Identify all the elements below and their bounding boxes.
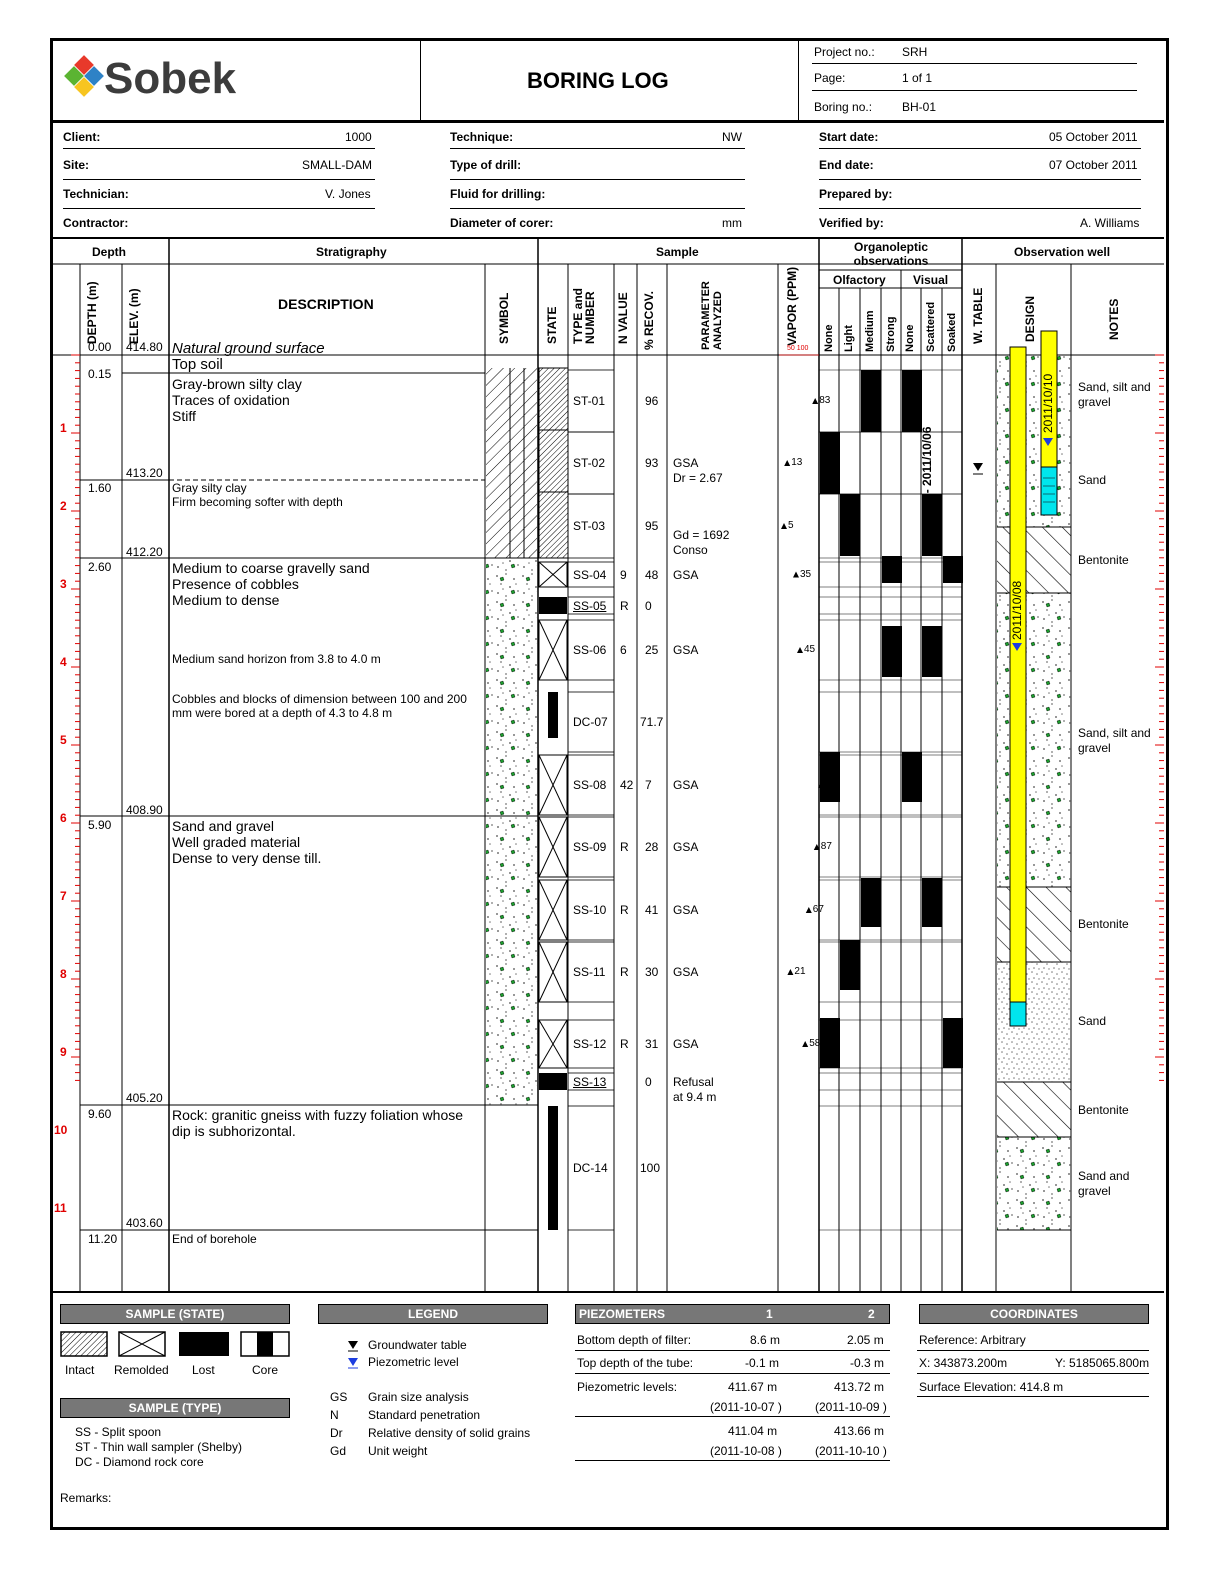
sample-number: SS-10 [573, 903, 607, 917]
end-value: 07 October 2011 [1049, 158, 1138, 172]
sample-recov: 31 [645, 1037, 659, 1051]
strata-elev: 412.20 [126, 545, 163, 559]
page-title: BORING LOG [527, 68, 669, 93]
organoleptic-mark [840, 940, 860, 990]
strata-elev: 413.20 [126, 466, 163, 480]
sample-recov: 96 [645, 394, 659, 408]
sample-recov: 28 [645, 840, 659, 854]
organoleptic-mark [943, 1018, 963, 1068]
sample-state-title: SAMPLE (STATE) [60, 1304, 290, 1324]
sample-state-remolded [539, 620, 567, 680]
strat-group-header: Stratigraphy [316, 245, 387, 259]
strata-description: Top soil [172, 356, 223, 373]
piezo-date-2: 2011/10/10 [1041, 373, 1055, 433]
vapor-marker [806, 907, 812, 913]
organoleptic-mark [820, 752, 840, 802]
sample-number: DC-14 [573, 1161, 608, 1175]
sample-number: SS-04 [573, 567, 607, 582]
sample-number: SS-11 [573, 965, 606, 979]
vapor-marker [784, 460, 790, 466]
coord-x: X: 343873.200m [919, 1356, 1008, 1370]
depth-mark: 1 [60, 421, 67, 435]
prepared-label: Prepared by: [819, 187, 893, 201]
state-lost: Lost [192, 1363, 215, 1377]
strata-description: Presence of cobbles [172, 576, 299, 592]
strata-depth: 1.60 [88, 481, 112, 495]
sample-state-remolded [539, 755, 567, 815]
sample-recov: 25 [645, 643, 659, 657]
sample-parameter: GSA [673, 903, 699, 917]
sample-parameter: GSA [673, 840, 699, 854]
vapor-value: 98 [825, 779, 837, 790]
sample-parameter: GSA [673, 456, 699, 470]
vapor-marker [787, 969, 793, 975]
piezo-lvl2a: 413.72 m [834, 1380, 885, 1394]
type-ss: SS - Split spoon [75, 1425, 162, 1439]
sample-parameter: Gd = 1692 [673, 528, 730, 542]
coord-reference: Reference: Arbitrary [919, 1333, 1026, 1347]
recov-header: % RECOV. [642, 291, 656, 350]
depth-mark: 9 [60, 1045, 67, 1059]
legend-abbr-text: Unit weight [368, 1444, 428, 1458]
olf-strong-header: Strong [885, 316, 897, 352]
legend-abbr-code: GS [330, 1390, 348, 1404]
sample-parameter: GSA [673, 567, 699, 582]
strata-description: Traces of oxidation [172, 392, 290, 408]
vapor-value: 5 [788, 520, 794, 531]
vapor-marker [802, 1041, 808, 1047]
description-header: DESCRIPTION [278, 296, 374, 312]
project-value: SRH [902, 45, 928, 59]
legend-abbr-code: N [330, 1408, 339, 1422]
strata-description: dip is subhorizontal. [172, 1123, 296, 1139]
sample-recov: 0 [645, 1074, 652, 1089]
sample-number: ST-02 [573, 456, 606, 470]
depth-mark: 5 [60, 733, 67, 747]
sample-state-core [548, 1106, 558, 1230]
sample-type-title: SAMPLE (TYPE) [60, 1398, 290, 1418]
vapor-marker [793, 572, 799, 578]
organoleptic-mark [861, 878, 881, 927]
diameter-label: Diameter of corer: [450, 216, 554, 230]
well-note: Sand, silt and gravel [1078, 380, 1151, 409]
olf-light-header: Light [843, 325, 855, 352]
piezo-lvl1a: 411.67 m [728, 1380, 778, 1394]
olf-none-header: None [823, 324, 835, 352]
type-dc: DC - Diamond rock core [75, 1455, 204, 1469]
strata-depth: 0.00 [88, 340, 112, 354]
sample-parameter: Conso [673, 543, 708, 557]
strata-description: Medium to coarse gravelly sand [172, 560, 370, 576]
boring-label: Boring no.: [814, 100, 873, 114]
piezo-bottom2: 2.05 m [847, 1333, 884, 1347]
organoleptic-mark [820, 432, 840, 494]
strata-description: Firm becoming softer with depth [172, 495, 343, 509]
strata-description: Gray silty clay [172, 481, 247, 495]
sample-state-swatches [60, 1331, 300, 1363]
depth-mark: 11 [54, 1201, 67, 1215]
sample-recov: 0 [645, 598, 652, 613]
depth-group-header: Depth [92, 245, 126, 259]
sample-n-value: R [620, 965, 629, 979]
sample-number: ST-03 [573, 519, 606, 533]
depth-mark: 7 [60, 889, 67, 903]
strata-depth: 11.20 [88, 1232, 118, 1246]
strata-depth: 5.90 [88, 818, 112, 832]
organoleptic-mark [820, 1018, 840, 1068]
strata-description: Natural ground surface [172, 340, 325, 357]
state-core: Core [252, 1363, 279, 1377]
sample-state-lost [539, 597, 567, 614]
vapor-value: 83 [819, 395, 831, 406]
sample-n-value: 9 [620, 567, 627, 582]
coordinates-title: COORDINATES [919, 1304, 1149, 1324]
sample-state-remolded [539, 880, 567, 940]
client-value: 1000 [345, 130, 372, 144]
strata-elev: 408.90 [126, 803, 163, 817]
type-number-header: TYPE and NUMBER [571, 287, 597, 344]
sample-parameter: Dr = 2.67 [673, 471, 723, 485]
piezo-lvl1b: 411.04 m [728, 1424, 778, 1438]
piezometers-col1: 1 [766, 1307, 773, 1321]
start-value: 05 October 2011 [1049, 130, 1138, 144]
elev-header: ELEV. (m) [127, 288, 141, 344]
piezo-date2a: (2011-10-09 ) [815, 1400, 887, 1414]
organoleptic-mark [882, 556, 902, 583]
n-value-header: N VALUE [616, 292, 630, 344]
state-header: STATE [545, 306, 559, 344]
groundwater-icon [346, 1340, 360, 1354]
strata-description: Gray-brown silty clay [172, 376, 302, 392]
piezo-bottom-label: Bottom depth of filter: [577, 1333, 692, 1347]
type-st: ST - Thin wall sampler (Shelby) [75, 1440, 242, 1454]
sample-number: SS-06 [573, 643, 607, 657]
vapor-value: 45 [804, 644, 816, 655]
contractor-label: Contractor: [63, 216, 129, 230]
vapor-header: VAPOR (PPM) [785, 266, 799, 346]
strata-description: Medium to dense [172, 592, 280, 608]
strata-depth: 2.60 [88, 560, 112, 574]
sample-group-header: Sample [656, 245, 699, 259]
technique-value: NW [722, 130, 742, 144]
vapor-value: 87 [820, 841, 832, 852]
sample-parameter: Refusal [673, 1074, 714, 1089]
well-note: Bentonite [1078, 917, 1129, 931]
coord-surface: Surface Elevation: 414.8 m [919, 1380, 1064, 1394]
sample-recov: 93 [645, 456, 659, 470]
technician-value: V. Jones [325, 187, 371, 201]
sample-n-value: R [620, 1037, 629, 1051]
olfactory-header: Olfactory [833, 273, 886, 287]
sample-n-value: R [620, 598, 629, 613]
notes-header: NOTES [1107, 298, 1121, 340]
sample-number: SS-13 [573, 1074, 607, 1089]
piezometers-title: PIEZOMETERS [579, 1307, 666, 1321]
remarks-label: Remarks: [60, 1491, 112, 1505]
sample-recov: 30 [645, 965, 659, 979]
piezo-date-1: 2011/10/08 [1010, 580, 1024, 640]
depth-mark: 2 [60, 499, 67, 513]
well-note: Bentonite [1078, 553, 1129, 567]
fluid-label: Fluid for drilling: [450, 187, 546, 201]
strata-depth: 0.15 [88, 367, 112, 381]
piezometric-icon [346, 1357, 360, 1371]
piezo-top-label: Top depth of the tube: [577, 1356, 694, 1370]
verified-value: A. Williams [1080, 216, 1140, 230]
strata-description: Rock: granitic gneiss with fuzzy foliation whose [172, 1107, 464, 1123]
vis-soaked-header: Soaked [946, 312, 958, 352]
strata-elev: 414.80 [126, 340, 163, 354]
sample-recov: 48 [645, 567, 659, 582]
water-table-label: 1.45 m - 2011/10/06 [920, 426, 934, 534]
depth-mark: 10 [54, 1123, 68, 1137]
sample-number: SS-09 [573, 840, 607, 854]
sample-state-core [548, 692, 558, 738]
sample-parameter: GSA [673, 643, 699, 657]
site-value: SMALL-DAM [302, 158, 373, 172]
organoleptic-mark [922, 626, 942, 677]
state-intact: Intact [65, 1363, 95, 1377]
legend-abbr-code: Gd [330, 1444, 347, 1458]
depth-mark: 3 [60, 577, 67, 591]
strata-description: Stiff [172, 408, 196, 424]
sample-n-value: 6 [620, 643, 627, 657]
depth-mark: 8 [60, 967, 67, 981]
sample-recov: 41 [645, 903, 659, 917]
vapor-value: 67 [812, 904, 824, 915]
coord-y: Y: 5185065.800m [1055, 1356, 1150, 1370]
vapor-marker [781, 523, 787, 529]
strata-description: Medium sand horizon from 3.8 to 4.0 m [172, 652, 381, 666]
piezo-date2b: (2011-10-10 ) [815, 1444, 887, 1458]
diameter-unit: mm [722, 216, 742, 230]
well-note: Sand [1078, 473, 1107, 487]
sample-number: SS-12 [573, 1037, 607, 1051]
organoleptic-mark [902, 752, 922, 802]
sample-parameter: GSA [673, 778, 699, 792]
vapor-marker [812, 398, 818, 404]
sample-state-lost [539, 1073, 567, 1090]
legend-abbr-text: Relative density of solid grains [368, 1426, 531, 1440]
legend-abbr-code: Dr [330, 1426, 343, 1440]
legend-piezo: Piezometric level [368, 1355, 459, 1369]
sample-n-value: R [620, 903, 629, 917]
strata-description: Cobbles and blocks of dimension between 100 and 200 [172, 692, 467, 706]
boring-value: BH-01 [902, 100, 937, 114]
technician-label: Technician: [63, 187, 129, 201]
vapor-marker [797, 647, 803, 653]
sample-parameter: GSA [673, 1037, 699, 1051]
parameter-header: PARAMETER ANALYZED [700, 281, 724, 350]
piezo-levels-label: Piezometric levels: [577, 1380, 678, 1394]
strata-description: Dense to very dense till. [172, 850, 322, 866]
end-label: End date: [819, 158, 874, 172]
piezo-top2: -0.3 m [850, 1356, 885, 1370]
vapor-value: 21 [794, 966, 806, 977]
sample-state-remolded [539, 817, 567, 877]
organoleptic-mark [861, 370, 881, 432]
piezo-top1: -0.1 m [745, 1356, 780, 1370]
sample-recov: 100 [640, 1161, 661, 1175]
piezo-date1a: (2011-10-07 ) [710, 1400, 782, 1414]
organoleptic-mark [902, 370, 922, 432]
olf-medium-header: Medium [864, 310, 876, 352]
strata-description: Well graded material [172, 834, 301, 850]
well-note: Sand [1078, 1014, 1107, 1028]
legend-gw: Groundwater table [368, 1338, 467, 1352]
client-label: Client: [63, 130, 101, 144]
vapor-value: 13 [791, 457, 803, 468]
technique-label: Technique: [450, 130, 514, 144]
legend-title: LEGEND [318, 1304, 548, 1324]
visual-header: Visual [913, 273, 949, 287]
piezo-date1b: (2011-10-08 ) [710, 1444, 782, 1458]
sample-state-remolded [539, 562, 567, 587]
page-value: 1 of 1 [902, 71, 933, 85]
vis-scattered-header: Scattered [925, 301, 937, 352]
sample-state-remolded [539, 942, 567, 1002]
strata-elev: 403.60 [126, 1216, 163, 1230]
strata-elev: 405.20 [126, 1091, 163, 1105]
sample-n-value: R [620, 840, 629, 854]
sample-number: SS-08 [573, 778, 607, 792]
sample-recov: 95 [645, 519, 659, 533]
symbol-header: SYMBOL [497, 292, 511, 344]
sample-parameter: at 9.4 m [673, 1089, 717, 1104]
sample-recov: 71.7 [640, 715, 664, 729]
depth-mark: 6 [60, 811, 67, 825]
legend-abbr-text: Standard penetration [368, 1408, 481, 1422]
piezo-bottom1: 8.6 m [750, 1333, 781, 1347]
verified-label: Verified by: [819, 216, 884, 230]
state-remolded: Remolded [114, 1363, 169, 1377]
obs-group-header: Observation well [1014, 245, 1111, 259]
site-label: Site: [63, 158, 90, 172]
sample-number: ST-01 [573, 394, 606, 408]
organoleptic-mark [943, 556, 963, 583]
strata-depth: 9.60 [88, 1107, 112, 1121]
organoleptic-mark [882, 626, 902, 677]
strata-description: End of borehole [172, 1232, 257, 1246]
sample-number: DC-07 [573, 715, 608, 729]
design-header: DESIGN [1023, 295, 1037, 342]
vis-none-header: None [904, 324, 916, 352]
strata-description: Sand and gravel [172, 818, 274, 834]
start-label: Start date: [819, 130, 879, 144]
piezo-lvl2b: 413.66 m [834, 1424, 885, 1438]
vapor-value: 58 [809, 1038, 821, 1049]
page-label: Page: [814, 71, 846, 85]
vapor-scale: 50 100 [787, 345, 809, 352]
well-note: Sand and gravel [1078, 1169, 1130, 1198]
well-note: Bentonite [1078, 1103, 1129, 1117]
organoleptic-mark [922, 878, 942, 927]
depth-header: DEPTH (m) [85, 281, 99, 344]
legend-abbr-text: Grain size analysis [368, 1390, 469, 1404]
organoleptic-mark [840, 494, 860, 556]
sample-state-remolded [539, 1020, 567, 1068]
sample-number: SS-05 [573, 598, 607, 613]
vapor-value: 35 [800, 568, 812, 580]
wtable-header: W. TABLE [971, 287, 985, 344]
sample-n-value: 42 [620, 778, 634, 792]
sample-recov: 7 [645, 778, 652, 792]
sample-parameter: GSA [673, 965, 699, 979]
piezometers-col2: 2 [868, 1307, 875, 1321]
drill-label: Type of drill: [450, 158, 522, 172]
strata-description: mm were bored at a depth of 4.3 to 4.8 m [172, 706, 393, 720]
logo-text: Sobek [104, 54, 237, 103]
organo-group-header: Organoleptic observations [853, 240, 929, 268]
project-label: Project no.: [814, 45, 875, 59]
depth-mark: 4 [60, 655, 67, 669]
well-note: Sand, silt and gravel [1078, 726, 1151, 755]
